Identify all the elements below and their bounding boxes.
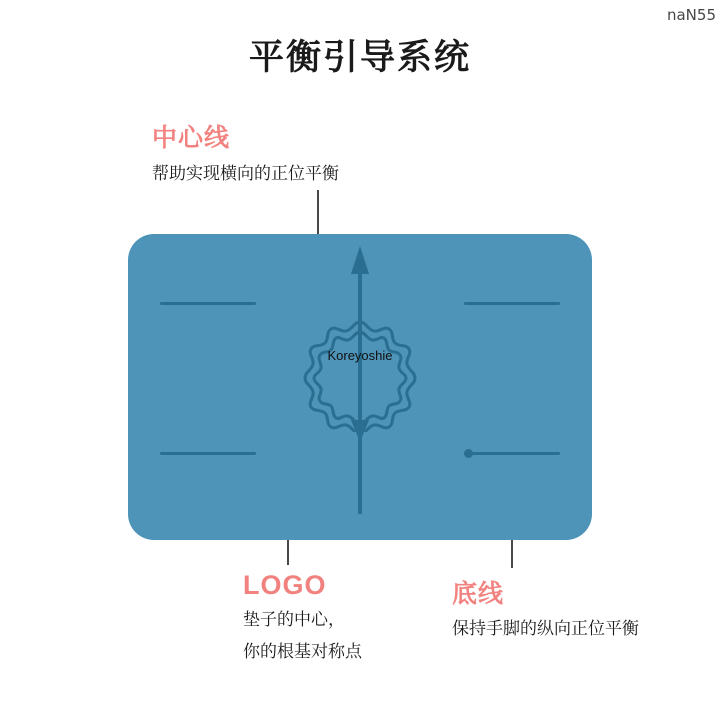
callout-logo [243,570,362,664]
mat-brand-label: Koreyoshie [327,348,393,363]
watermark-text: naN55 [666,6,716,24]
baseline-marker-dot [464,449,473,458]
callout-logo-caption: LOGO [243,570,327,600]
callout-center-line-description: 帮助实现横向的正位平衡 [152,164,339,183]
page-title: 平衡引导系统 [248,38,471,77]
callout-baseline [452,574,639,642]
mat-guide-line-bottom-left [160,452,256,455]
callout-center-line-caption: 中心线 [152,124,231,152]
callout-baseline-description: 保持手脚的纵向正位平衡 [452,619,639,638]
callout-logo-description-line1: 垫子的中心， [243,610,345,629]
mat-logo-emblem-icon [302,316,418,432]
mat-guide-line-top-left [160,302,256,305]
yoga-mat [128,234,592,540]
mat-guide-line-top-right [464,302,560,305]
mat-guide-line-bottom-right [464,452,560,455]
callout-center-line [152,118,339,187]
callout-baseline-caption: 底线 [452,580,505,608]
callout-logo-description-line2: 你的根基对称点 [243,641,362,661]
